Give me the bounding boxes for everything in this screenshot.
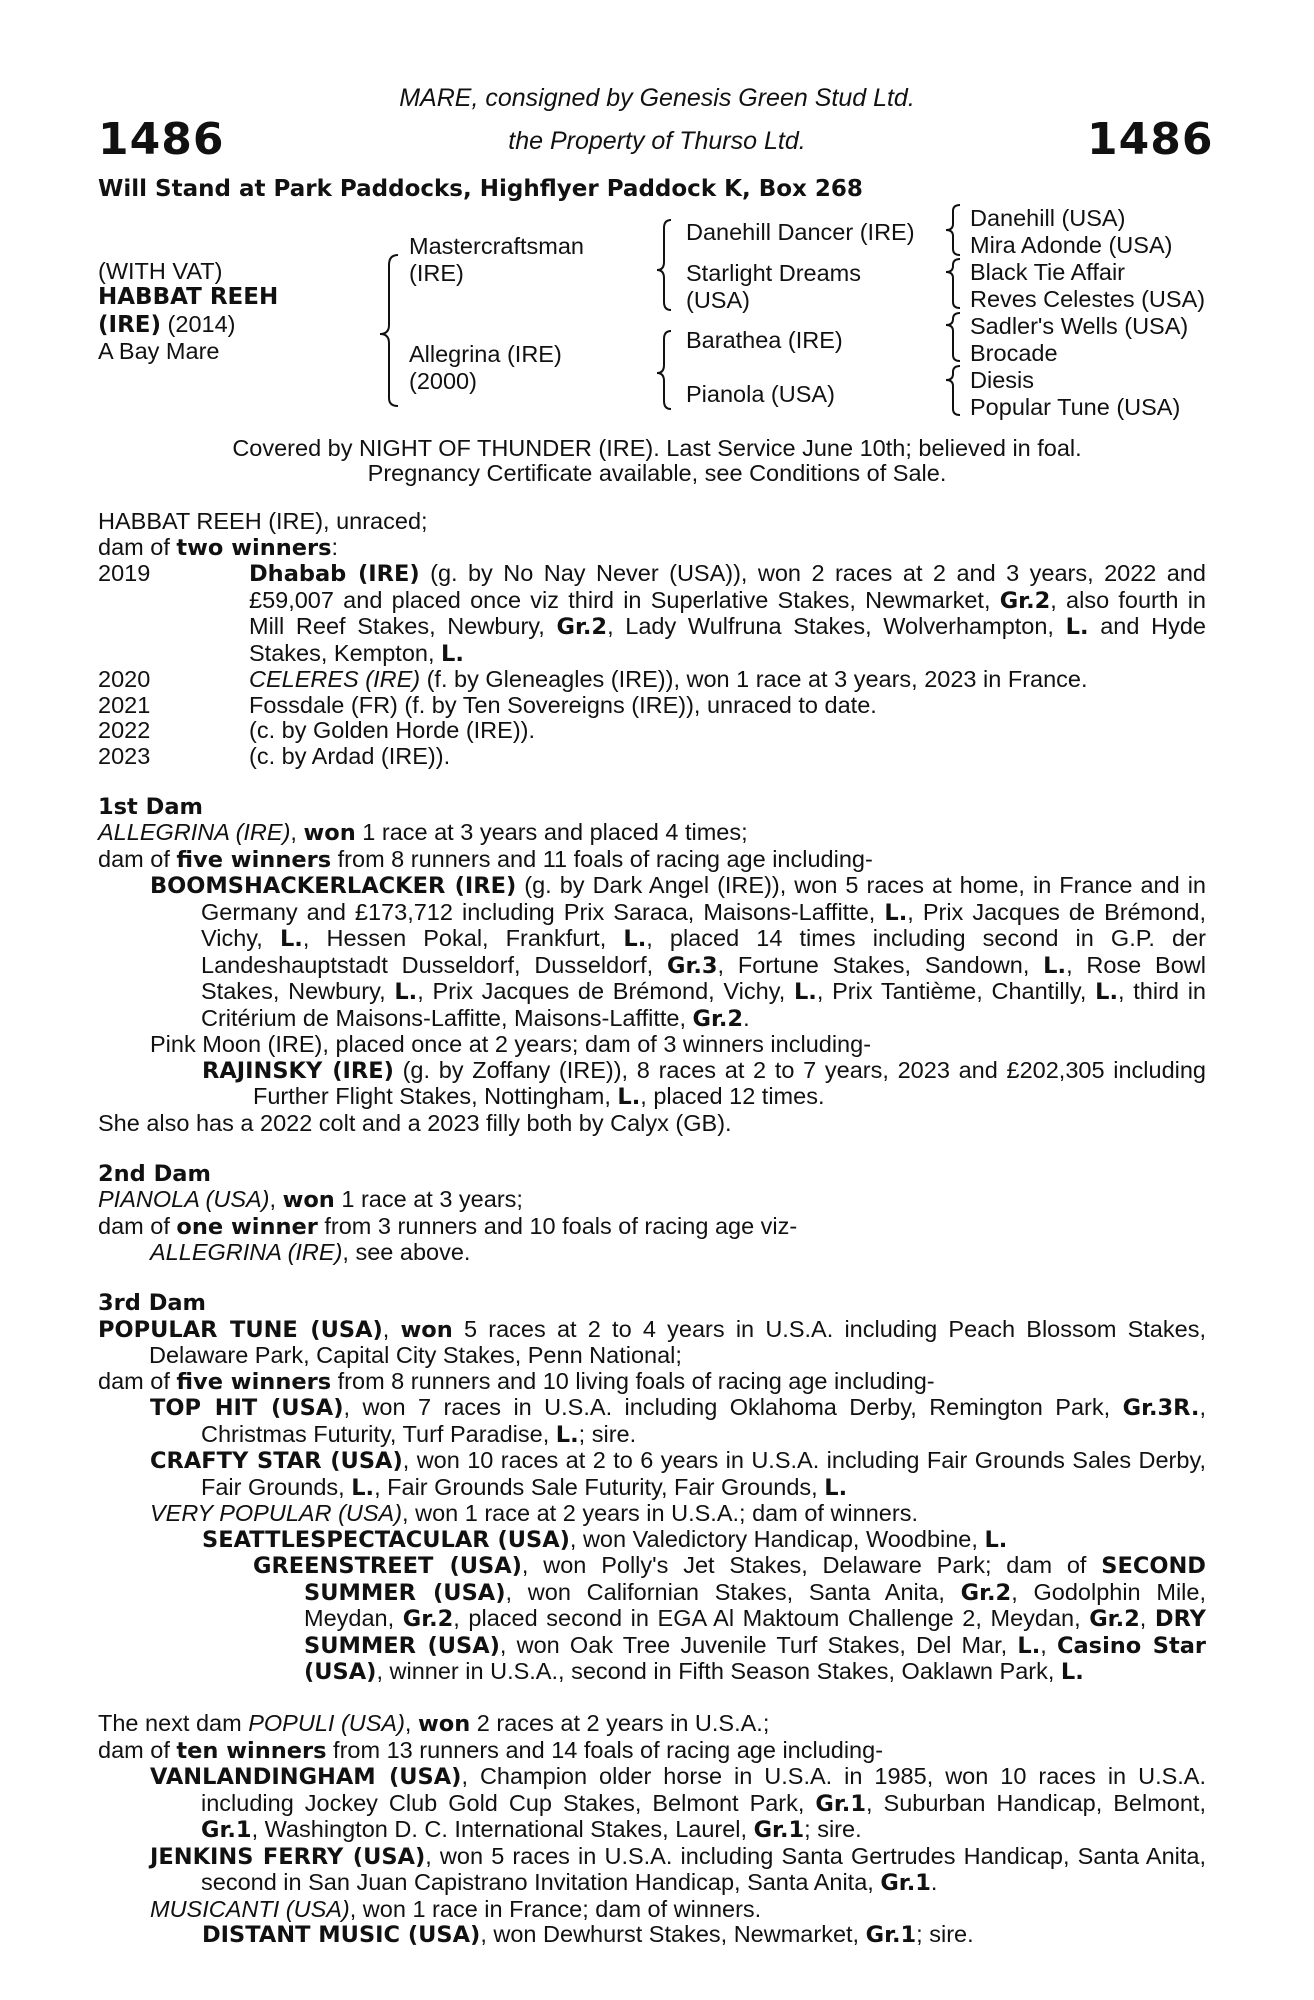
distant-music-entry: DISTANT MUSIC (USA), won Dewhurst Stakes, Newmarket, Gr.1; sire. xyxy=(202,1921,974,1948)
catalogue-body xyxy=(98,509,1206,1949)
third-dam-dam-of: dam of five winners from 8 runners and 10 living foals of racing age including- xyxy=(98,1367,935,1395)
ped-ssd: Mira Adonde (USA) xyxy=(970,232,1173,258)
horse-name-suffix: (IRE) (2014) xyxy=(98,311,236,338)
ped-sss: Danehill (USA) xyxy=(970,205,1126,231)
first-dam-dam-of: dam of five winners from 8 runners and 11 foals of racing age including- xyxy=(98,845,873,873)
property-line: the Property of Thurso Ltd. xyxy=(508,127,806,155)
produce-item: 2019 Dhabab (IRE) (g. by No Nay Never (USA)), won 2 races at 2 and 3 years, 2022 and £59,007 and placed once viz third in Superlative Stakes, Newmarket, Gr.2, also fourth in Mill Reef Stakes, Newbury, Gr.2, Lady Wulfruna Stakes, Wolverhampton, L. and Hyde Stakes, Kempton, L. xyxy=(98,560,1207,667)
second-dam-record: PIANOLA (USA), won 1 race at 3 years; xyxy=(98,1186,523,1213)
sire-country: (IRE) xyxy=(409,260,464,286)
ped-ddd: Popular Tune (USA) xyxy=(970,394,1181,420)
produce-intro: HABBAT REEH (IRE), unraced; xyxy=(98,508,428,534)
vat-note: (WITH VAT) xyxy=(98,258,223,284)
second-dam-dam-of: dam of one winner from 3 runners and 10 foals of racing age viz- xyxy=(98,1212,798,1240)
first-dam-heading: 1st Dam xyxy=(98,793,203,820)
sire-sire: Danehill Dancer (IRE) xyxy=(686,219,915,245)
dam: Allegrina (IRE) xyxy=(409,341,562,367)
first-dam-also: She also has a 2022 colt and a 2023 filly both by Calyx (GB). xyxy=(98,1109,732,1136)
horse-description: A Bay Mare xyxy=(98,338,220,364)
musicanti-entry: MUSICANTI (USA), won 1 race in France; dam of winners. xyxy=(150,1895,762,1922)
sire-dam: Starlight Dreams xyxy=(686,260,861,286)
produce-dam-of: dam of two winners: xyxy=(98,533,339,561)
first-dam-record: ALLEGRINA (IRE), won 1 race at 3 years and placed 4 times; xyxy=(98,819,748,846)
rajinsky-entry: RAJINSKY (IRE) (g. by Zoffany (IRE)), 8 races at 2 to 7 years, 2023 and £202,305 including Further Flight Stakes, Nottingham, L., placed 12 times. xyxy=(202,1056,1206,1110)
dam-year: (2000) xyxy=(409,368,477,394)
ped-dss: Sadler's Wells (USA) xyxy=(970,313,1189,339)
greenstreet-entry: GREENSTREET (USA), won Polly's Jet Stakes, Delaware Park; dam of SECOND SUMMER (USA), won Californian Stakes, Santa Anita, Gr.2, Godolphin Mile, Meydan, Gr.2, placed second in EGA Al Maktoum Challenge 2, Meydan, Gr.2, DRY SUMMER (USA), won Oak Tree Juvenile Turf Stakes, Del Mar, L., Casino Star (USA), winner in U.S.A., second in Fifth Season Stakes, Oaklawn Park, L. xyxy=(253,1552,1206,1685)
jenkins-ferry-entry: JENKINS FERRY (USA), won 5 races in U.S.A. including Santa Gertrudes Handicap, Santa Anita, second in San Juan Capistrano Invitation Handicap, Santa Anita, Gr.1. xyxy=(150,1842,1206,1896)
produce-item: 2022 (c. by Golden Horde (IRE)). xyxy=(98,717,536,743)
produce-item: 2020 CELERES (IRE) (f. by Gleneagles (IRE)), won 1 race at 3 years, 2023 in France. xyxy=(98,666,1088,692)
produce-item: 2023 (c. by Ardad (IRE)). xyxy=(98,742,451,769)
crafty-star-entry: CRAFTY STAR (USA), won 10 races at 2 to 6 years in U.S.A. including Fair Grounds Sales Derby, Fair Grounds, L., Fair Grounds Sale Futurity, Fair Grounds, L. xyxy=(150,1447,1206,1501)
next-dam-dam-of: dam of ten winners from 13 runners and 14 foals of racing age including- xyxy=(98,1736,884,1764)
horse-name: HABBAT REEH xyxy=(98,284,279,310)
stand-location: Will Stand at Park Paddocks, Highflyer Paddock K, Box 268 xyxy=(98,176,863,202)
boomshackerlacker-entry: BOOMSHACKERLACKER (IRE) (g. by Dark Angel (IRE)), won 5 races at home, in France and in Germany and £173,712 including Prix Saraca, Maisons-Laffitte, L., Prix Jacques de Brémond, Vichy, L., Hessen Pokal, Frankfurt, L., placed 14 times including second in G.P. der Landeshauptstadt Dusseldorf, Dusseldorf, Gr.3, Fortune Stakes, Sandown, L., Rose Bowl Stakes, Newbury, L., Prix Jacques de Brémond, Vichy, L., Prix Tantième, Chantilly, L., third in Critérium de Maisons-Laffitte, Maisons-Laffitte, Gr.2. xyxy=(150,872,1206,1032)
pregnancy-line: Pregnancy Certificate available, see Conditions of Sale. xyxy=(367,460,947,486)
very-popular-entry: VERY POPULAR (USA), won 1 race at 2 years in U.S.A.; dam of winners. xyxy=(150,1500,918,1526)
lot-number-right: 1486 xyxy=(1087,114,1214,165)
top-hit-entry: TOP HIT (USA), won 7 races in U.S.A. including Oklahoma Derby, Remington Park, Gr.3R., Christmas Futurity, Turf Paradise, L.; sire. xyxy=(150,1394,1206,1448)
second-dam-child: ALLEGRINA (IRE), see above. xyxy=(150,1239,471,1265)
second-dam-heading: 2nd Dam xyxy=(98,1160,211,1187)
third-dam-record: POPULAR TUNE (USA), won 5 races at 2 to 4 years in U.S.A. including Peach Blossom Stakes, Delaware Park, Capital City Stakes, Penn National; xyxy=(98,1315,1206,1368)
ped-dsd: Brocade xyxy=(970,340,1058,366)
covered-line: Covered by NIGHT OF THUNDER (IRE). Last Service June 10th; believed in foal. xyxy=(232,435,1082,461)
pink-moon-entry: Pink Moon (IRE), placed once at 2 years; dam of 3 winners including- xyxy=(150,1031,872,1057)
third-dam-heading: 3rd Dam xyxy=(98,1290,206,1316)
dam-sire: Barathea (IRE) xyxy=(686,327,843,353)
next-dam-record: The next dam POPULI (USA), won 2 races at 2 years in U.S.A.; xyxy=(98,1710,770,1737)
sire: Mastercraftsman xyxy=(409,233,584,259)
ped-sds: Black Tie Affair xyxy=(970,259,1125,285)
consignor-line: MARE, consigned by Genesis Green Stud Ltd. xyxy=(399,84,915,112)
ped-sdd: Reves Celestes (USA) xyxy=(970,286,1206,312)
sire-dam-country: (USA) xyxy=(686,287,750,313)
dam-dam: Pianola (USA) xyxy=(686,381,835,407)
seattlespectacular-entry: SEATTLESPECTACULAR (USA), won Valedictory Handicap, Woodbine, L. xyxy=(202,1525,1008,1553)
vanlandingham-entry: VANLANDINGHAM (USA), Champion older horse in U.S.A. in 1985, won 10 races in U.S.A. including Jockey Club Gold Cup Stakes, Belmont Park, Gr.1, Suburban Handicap, Belmont, Gr.1, Washington D. C. International Stakes, Laurel, Gr.1; sire. xyxy=(150,1763,1206,1843)
ped-dds: Diesis xyxy=(970,367,1034,393)
lot-number-left: 1486 xyxy=(98,114,225,165)
produce-item: 2021 Fossdale (FR) (f. by Ten Sovereigns (IRE)), unraced to date. xyxy=(98,691,877,718)
